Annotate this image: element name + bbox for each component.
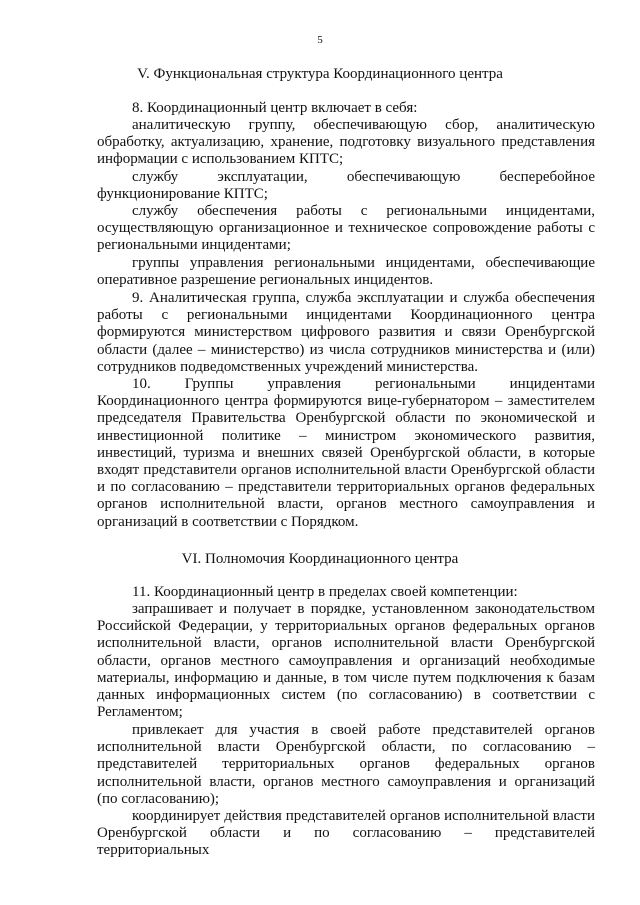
- paragraph-8-management-groups: группы управления региональными инцидентами, обеспечивающие оперативное разрешение региональных инцидентов.: [97, 255, 595, 289]
- paragraph-11: 11. Координационный центр в пределах своей компетенции:: [132, 584, 518, 600]
- paragraph-8: 8. Координационный центр включает в себя:: [132, 100, 418, 116]
- paragraph-8-analytic-group: аналитическую группу, обеспечивающую сбор, аналитическую обработку, актуализацию, хранение, подготовку визуального представления информации с использованием КПТС;: [97, 117, 595, 168]
- paragraph-9: 9. Аналитическая группа, служба эксплуатации и служба обеспечения работы с региональными инцидентами Координационного центра формируются министерством цифрового развития и связи Оренбургской области (далее – министерство) из числа сотрудников министерства и (или) сотрудников подведомственных учреждений министерства.: [97, 290, 595, 375]
- paragraph-10: 10. Группы управления региональными инцидентами Координационного центра формируются вице-губернатором – заместителем председателя Правительства Оренбургской области по экономической и инвестиционной политике – министром экономического развития, инвестиций, туризма и внешних связей Оренбургской области, в которые входят представители органов исполнительной власти Оренбургской области и по согласованию – представители территориальных органов федеральных органов исполнительной власти, органов местного самоуправления и организаций в соответствии с Порядком.: [97, 376, 595, 530]
- paragraph-8-operation-service: службу эксплуатации, обеспечивающую бесперебойное функционирование КПТС;: [97, 169, 595, 203]
- paragraph-11-coordinates: координирует действия представителей органов исполнительной власти Оренбургской области и по согласованию – представителей территориальных: [97, 808, 595, 859]
- paragraph-11-involves: привлекает для участия в своей работе представителей органов исполнительной власти Оренбургской области, по согласованию – представителей территориальных органов федеральных органов исполнительной власти, органов местного самоуправления и организаций (по согласованию);: [97, 722, 595, 807]
- page-number: 5: [317, 34, 323, 46]
- paragraph-11-requests: запрашивает и получает в порядке, установленном законодательством Российской Федерации, у территориальных органов федеральных органов исполнительной власти, органов исполнительной власти Оренбургской области, органов местного самоуправления и организаций необходимые материалы, информацию и данные, в том числе путем подключения к базам данных информационных систем (по согласованию) в соответствии с Регламентом;: [97, 601, 595, 721]
- section-6-heading: VI. Полномочия Координационного центра: [181, 551, 459, 567]
- paragraph-8-incident-service: службу обеспечения работы с региональными инцидентами, осуществляющую организационное и техническое сопровождение работы с региональными инцидентами;: [97, 203, 595, 254]
- section-5-heading: V. Функциональная структура Координационного центра: [137, 66, 503, 82]
